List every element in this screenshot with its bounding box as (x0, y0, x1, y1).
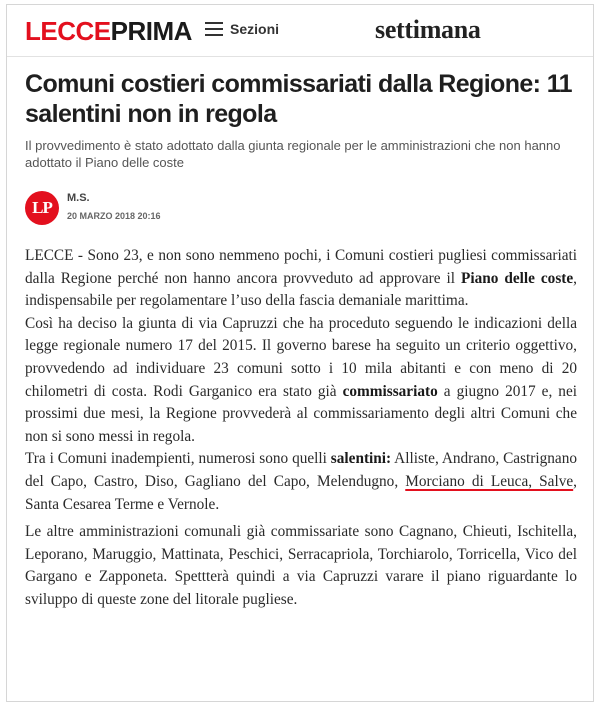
author-name[interactable]: M.S. (67, 192, 90, 204)
paragraph-2: Così ha deciso la giunta di via Capruzzi che ha proceduto seguendo le indicazioni della legge regionale numero 17 del 2015. Il governo barese ha seguito un criterio oggettivo, provvedendo ad individuare 23 comuni sotto i 10 mila abitanti e con meno di 20 chilometri di costa. Rodi Garganico era stato già commissariato a giugno 2017 e, nei prossimi due mesi, la Regione provvederà al commissariamento degli altri Comuni che non si sono messi in regola. (25, 314, 577, 445)
site-logo[interactable] (25, 17, 192, 45)
logo-red-part: LECCE (25, 16, 111, 46)
paragraph-4: Le altre amministrazioni comunali già commissariate sono Cagnano, Chieuti, Ischitella, Leporano, Maruggio, Mattinata, Peschici, Serracapriola, Torchiarolo, Torricella, Vico del Gargano e Zapponeta. Spettterà quindi a via Capruzzi varare il piano riguardante lo sviluppo di queste zone del litorale pugliese. (25, 523, 577, 608)
author-avatar[interactable]: LP (25, 191, 59, 225)
article-title: Comuni costieri commissariati dalla Regione: 11 salentini non in regola (25, 70, 572, 128)
sections-menu-button[interactable] (205, 21, 279, 37)
bold-commissariato: commissariato (342, 382, 438, 400)
top-navigation-bar (7, 5, 593, 57)
paragraph-1: LECCE - Sono 23, e non sono nemmeno pochi, i Comuni costieri pugliesi commissariati dalla Regione perché non hanno ancora provveduto ad approvare il Piano delle coste, indispensabile per regolamentare l’uso della fascia demaniale marittima. (25, 247, 577, 310)
weekly-link[interactable]: settimana (375, 15, 481, 44)
article-body (25, 245, 577, 612)
article-page (6, 4, 594, 702)
article-subtitle: Il provvedimento è stato adottato dalla giunta regionale per le amministrazioni che non hanno adottato il Piano delle coste (25, 138, 561, 170)
underlined-towns: Morciano di Leuca, Salve (405, 472, 574, 490)
publish-date: 20 MARZO 2018 20:16 (67, 211, 161, 221)
bold-salentini: salentini: (330, 450, 392, 468)
hamburger-icon (205, 22, 223, 36)
sections-menu-label: Sezioni (230, 21, 280, 37)
paragraph-3: Tra i Comuni inadempienti, numerosi sono quelli salentini: Alliste, Andrano, Castrignano del Capo, Castro, Diso, Gagliano del Capo, Melendugno, Morciano di Leuca, Salve, Santa Cesarea Terme e Vernole. (25, 450, 577, 513)
logo-black-part: PRIMA (110, 16, 192, 46)
bold-piano-coste: Piano delle coste (460, 269, 574, 287)
